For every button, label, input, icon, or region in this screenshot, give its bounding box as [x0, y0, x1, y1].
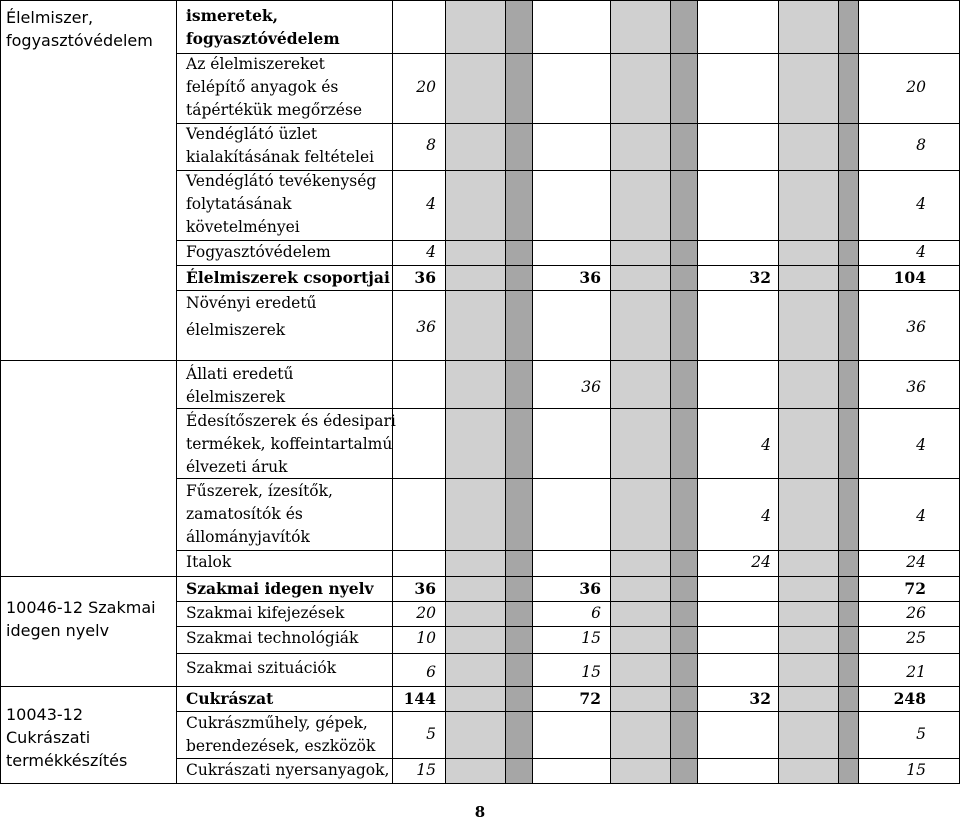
row-name: Vendéglátó tevékenység folytatásának követelményei [186, 172, 377, 236]
value-cell: 6 [426, 663, 436, 681]
total-cell: 104 [893, 268, 926, 287]
row-name: Növényi eredetű élelmiszerek [186, 294, 317, 339]
value-cell: 8 [426, 136, 436, 154]
value-cell: 32 [749, 689, 771, 708]
value-cell: 4 [761, 507, 771, 525]
shaded-column [610, 0, 670, 784]
row-name: Az élelmiszereket felépítő anyagok és tápértékük megőrzése [186, 55, 363, 119]
value-cell: 5 [426, 725, 436, 743]
value-cell: 24 [751, 553, 771, 571]
value-cell: 36 [414, 579, 436, 598]
total-cell: 72 [904, 579, 926, 598]
category-label: Élelmiszer, fogyasztóvédelem [6, 8, 153, 50]
value-cell: 36 [416, 318, 436, 336]
value-cell: 72 [579, 689, 601, 708]
value-cell: 4 [761, 436, 771, 454]
row-name: Szakmai idegen nyelv [186, 579, 374, 598]
shaded-column [445, 0, 505, 784]
total-cell: 4 [916, 195, 926, 213]
value-cell: 4 [426, 195, 436, 213]
row-name: Szakmai technológiák [186, 629, 359, 647]
value-cell: 36 [414, 268, 436, 287]
category-label: 10046-12 Szakmai idegen nyelv [6, 598, 156, 640]
value-cell: 144 [403, 689, 436, 708]
row-name: Fogyasztóvédelem [186, 243, 331, 261]
total-cell: 26 [906, 604, 926, 622]
shaded-column-dark [505, 0, 532, 784]
row-name: Cukrászműhely, gépek, berendezések, eszközök [186, 714, 376, 755]
row-name: Cukrászat [186, 689, 274, 708]
row-name: Fűszerek, ízesítők, zamatosítók és állományjavítók [186, 482, 333, 546]
total-cell: 21 [906, 663, 926, 681]
total-cell: 20 [906, 78, 926, 96]
category-label: 10043-12 Cukrászati termékkészítés [6, 705, 128, 770]
value-cell: 15 [416, 761, 436, 779]
row-name: Édesítőszerek és édesipari termékek, koffeintartalmú élvezeti áruk [186, 412, 396, 476]
row-name: ismeretek, fogyasztóvédelem [186, 6, 340, 48]
value-cell: 10 [416, 629, 436, 647]
row-name: Szakmai szituációk [186, 659, 337, 677]
total-cell: 4 [916, 507, 926, 525]
total-cell: 4 [916, 243, 926, 261]
row-name: Élelmiszerek csoportjai [186, 268, 390, 287]
value-cell: 4 [426, 243, 436, 261]
total-cell: 25 [906, 629, 926, 647]
value-cell: 15 [581, 629, 601, 647]
total-cell: 15 [906, 761, 926, 779]
value-cell: 20 [416, 604, 436, 622]
total-cell: 36 [906, 318, 926, 336]
value-cell: 36 [579, 579, 601, 598]
total-cell: 8 [916, 136, 926, 154]
shaded-column-dark [838, 0, 858, 784]
value-cell: 32 [749, 268, 771, 287]
total-cell: 36 [906, 378, 926, 396]
total-cell: 4 [916, 436, 926, 454]
value-cell: 36 [581, 378, 601, 396]
row-name: Cukrászati nyersanyagok, [186, 761, 390, 779]
row-name: Szakmai kifejezések [186, 604, 345, 622]
row-name: Állati eredetű élelmiszerek [186, 365, 294, 406]
value-cell: 36 [579, 268, 601, 287]
shaded-column-dark [670, 0, 697, 784]
total-cell: 5 [916, 725, 926, 743]
row-name: Vendéglátó üzlet kialakításának feltételei [186, 125, 375, 166]
total-cell: 24 [906, 553, 926, 571]
shaded-column [778, 0, 838, 784]
value-cell: 15 [581, 663, 601, 681]
value-cell: 20 [416, 78, 436, 96]
value-cell: 6 [591, 604, 601, 622]
page-number: 8 [474, 803, 486, 821]
total-cell: 248 [893, 689, 926, 708]
row-name: Italok [186, 553, 232, 571]
